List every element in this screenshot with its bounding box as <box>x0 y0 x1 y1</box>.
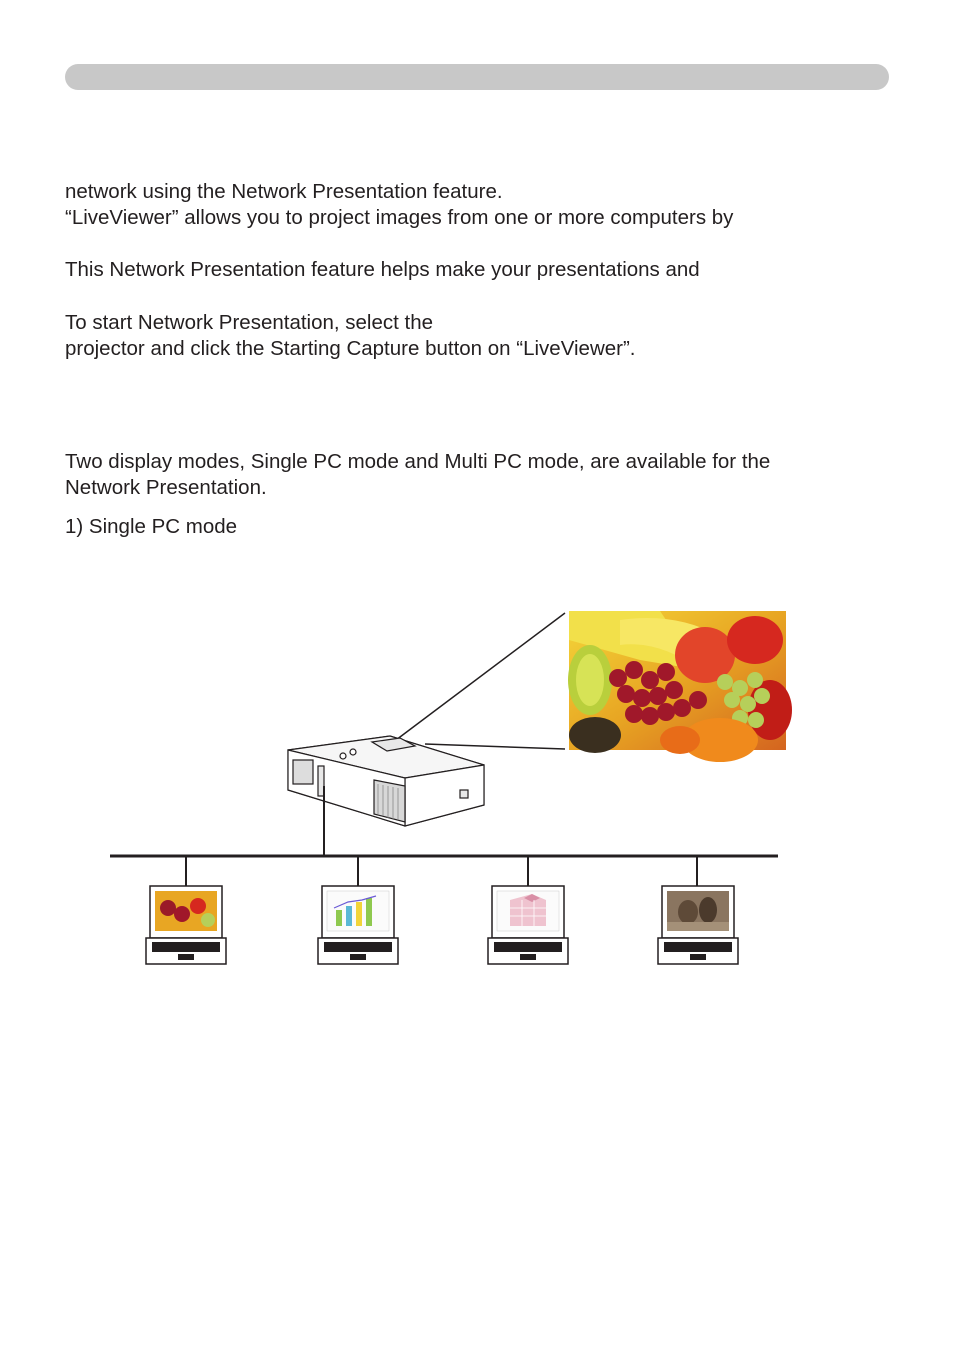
paragraph-3-line-1: To start Network Presentation, select the <box>65 311 434 334</box>
laptop-3 <box>488 886 568 964</box>
paragraph-2-line-1: This Network Presentation feature helps make your presentations and <box>65 258 700 281</box>
laptop-4 <box>658 886 738 964</box>
paragraph-4-line-1: Two display modes, Single PC mode and Multi PC mode, are available for the <box>65 450 771 473</box>
paragraph-4-line-2: Network Presentation. <box>65 476 267 499</box>
network-diagram <box>100 600 800 970</box>
projector <box>288 736 484 826</box>
laptop-2 <box>318 886 398 964</box>
projected-screen-image <box>568 611 792 762</box>
laptop-1 <box>146 886 226 964</box>
header-bar <box>65 64 889 90</box>
paragraph-1-line-1: network using the Network Presentation feature. <box>65 180 503 203</box>
paragraph-3-line-2: projector and click the Starting Capture button on “LiveViewer”. <box>65 337 636 360</box>
section-heading: 1) Single PC mode <box>65 515 238 538</box>
paragraph-1-line-2: “LiveViewer” allows you to project images from one or more computers by <box>65 206 734 229</box>
